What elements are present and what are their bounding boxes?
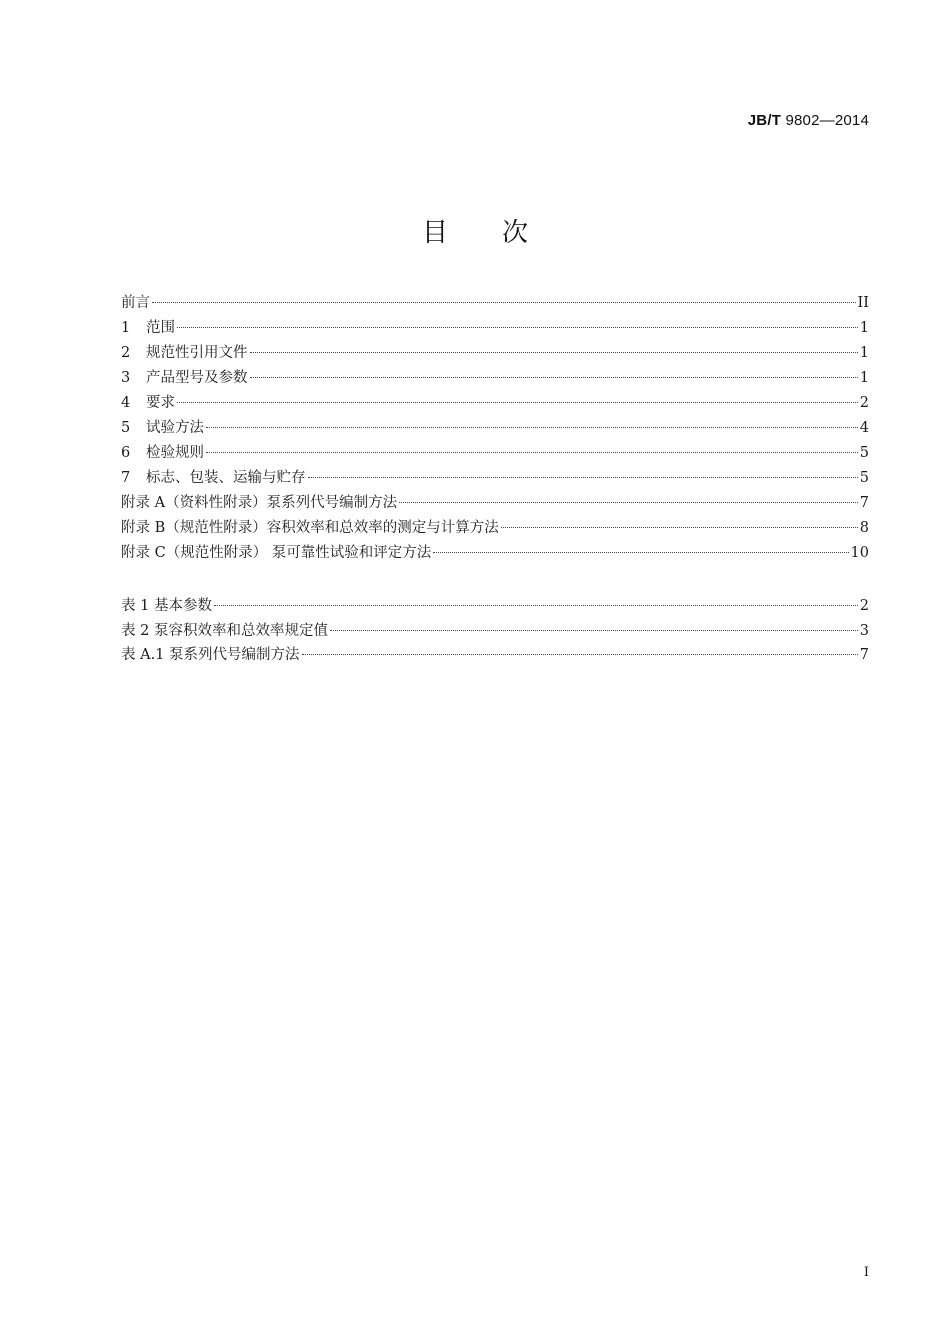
standard-code [748, 112, 869, 129]
toc-page: 10 [850, 545, 869, 561]
toc-label: 要求 [146, 395, 175, 411]
toc-number: 6 [121, 445, 131, 461]
leader-dots [214, 605, 858, 606]
table-entry-2[interactable] [121, 619, 869, 644]
toc-entry-annex-c[interactable] [121, 541, 869, 566]
standard-number: 9802—2014 [785, 112, 869, 129]
toc-label: 范围 [146, 320, 175, 336]
toc-page: 8 [859, 520, 869, 536]
toc-entry-6[interactable] [121, 441, 869, 466]
toc-entry-annex-a[interactable] [121, 491, 869, 516]
toc-label: 规范性引用文件 [146, 345, 248, 361]
table-label: 表 1 基本参数 [121, 598, 212, 614]
toc-label: 试验方法 [146, 420, 204, 436]
leader-dots [308, 477, 858, 478]
toc-label: 标志、包装、运输与贮存 [146, 470, 306, 486]
leader-dots [501, 527, 858, 528]
leader-dots [177, 327, 858, 328]
standard-prefix: JB/T [747, 112, 782, 129]
leader-dots [206, 452, 858, 453]
toc-number: 3 [121, 370, 131, 386]
table-page: 2 [859, 598, 869, 614]
toc-page: II [857, 295, 869, 311]
toc-page: 1 [859, 320, 869, 336]
toc-entry-annex-b[interactable] [121, 516, 869, 541]
toc-list [121, 291, 869, 566]
toc-entry-3[interactable] [121, 366, 869, 391]
toc-page: 1 [859, 345, 869, 361]
toc-label: 检验规则 [146, 445, 204, 461]
toc-page: 1 [859, 370, 869, 386]
toc-number: 4 [121, 395, 131, 411]
toc-label: 附录 A（资料性附录）泵系列代号编制方法 [121, 495, 398, 511]
leader-dots [206, 427, 858, 428]
toc-entry-2[interactable] [121, 341, 869, 366]
title-char-2: 次 [502, 218, 529, 248]
leader-dots [302, 654, 858, 655]
toc-entry-foreword[interactable] [121, 291, 869, 316]
leader-dots [152, 302, 856, 303]
toc-number: 7 [121, 470, 131, 486]
toc-label: 附录 B（规范性附录）容积效率和总效率的测定与计算方法 [121, 520, 499, 536]
toc-page: 4 [859, 420, 869, 436]
leader-dots [250, 352, 858, 353]
table-label: 表 2 泵容积效率和总效率规定值 [121, 622, 328, 639]
table-list [121, 594, 869, 668]
toc-page: 5 [859, 470, 869, 486]
toc-page: 2 [859, 395, 869, 411]
toc-entry-7[interactable] [121, 466, 869, 491]
toc-label: 附录 C（规范性附录） 泵可靠性试验和评定方法 [121, 545, 432, 561]
toc-label: 前言 [121, 295, 150, 311]
toc-number: 2 [121, 345, 131, 361]
table-page: 7 [859, 647, 869, 663]
toc-page: 7 [859, 495, 869, 511]
table-page: 3 [859, 622, 869, 639]
leader-dots [250, 377, 858, 378]
toc-entry-5[interactable] [121, 416, 869, 441]
toc-number: 1 [121, 320, 131, 336]
table-entry-1[interactable] [121, 594, 869, 619]
leader-dots [399, 502, 858, 503]
leader-dots [330, 630, 858, 631]
toc-label: 产品型号及参数 [146, 370, 248, 386]
table-label: 表 A.1 泵系列代号编制方法 [121, 647, 300, 663]
toc-entry-1[interactable] [121, 316, 869, 341]
page-number: I [863, 1265, 869, 1280]
toc-entry-4[interactable] [121, 391, 869, 416]
table-entry-a1[interactable] [121, 643, 869, 668]
toc-number: 5 [121, 420, 131, 436]
leader-dots [177, 402, 858, 403]
title-char-1: 目 [421, 218, 448, 248]
page-title [0, 212, 950, 249]
toc-page: 5 [859, 445, 869, 461]
leader-dots [433, 552, 848, 553]
